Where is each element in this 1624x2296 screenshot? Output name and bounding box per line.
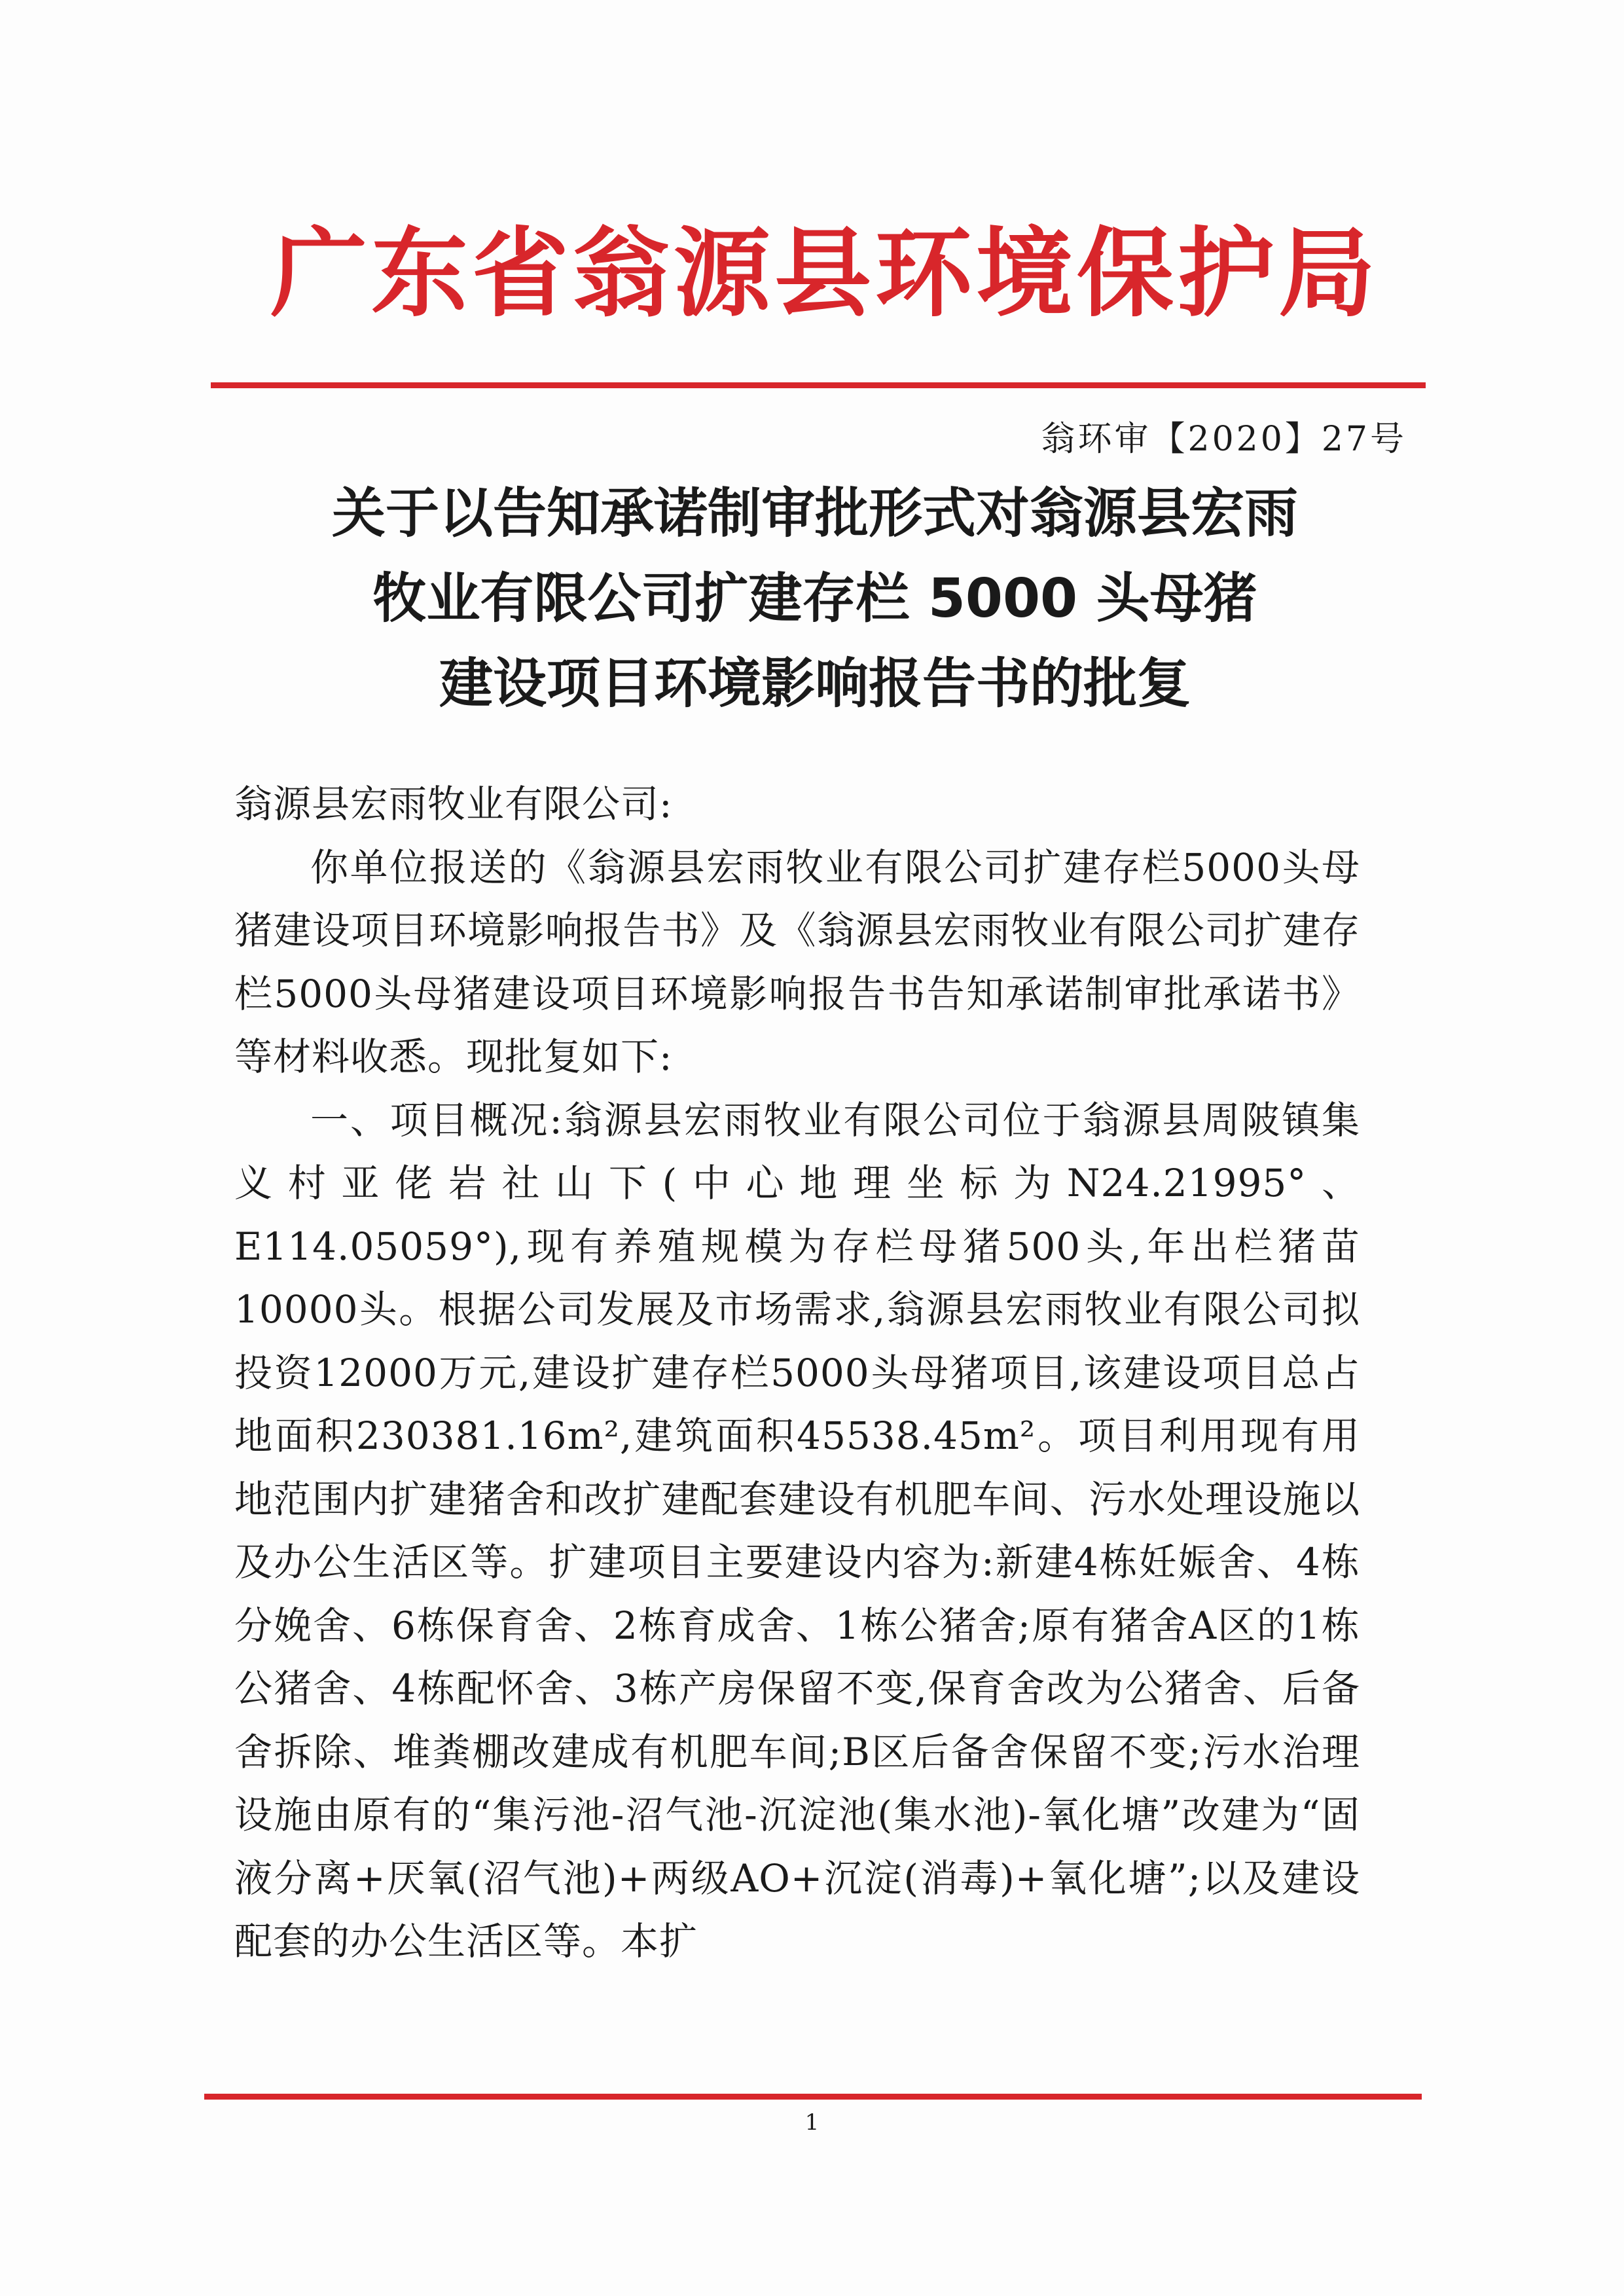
document-title xyxy=(223,471,1407,727)
document-body xyxy=(234,773,1360,1973)
title-line-3: 建设项目环境影响报告书的批复 xyxy=(439,653,1191,715)
title-line-1: 关于以告知承诺制审批形式对翁源县宏雨 xyxy=(331,483,1298,545)
agency-letterhead: 广东省翁源县环境保护局 xyxy=(270,216,1379,330)
page-number: 1 xyxy=(804,2109,820,2136)
body-paragraph-2: 一、项目概况:翁源县宏雨牧业有限公司位于翁源县周陂镇集义村亚佬岩社山下(中心地理坐标为N24.21995°、E114.05059°),现有养殖规模为存栏母猪500头,年出栏猪苗10000头。根据公司发展及市场需求,翁源县宏雨牧业有限公司拟投资12000万元,建设扩建存栏5000头母猪项目,该建设项目总占地面积230381.16m²,建筑面积45538.45m²。项目利用现有用地范围内扩建猪舍和改扩建配套建设有机肥车间、污水处理设施以及办公生活区等。扩建项目主要建设内容为:新建4栋妊娠舍、4栋分娩舍、6栋保育舍、2栋育成舍、1栋公猪舍;原有猪舍A区的1栋公猪舍、4栋配怀舍、3栋产房保留不变,保育舍改为公猪舍、后备舍拆除、堆粪棚改建成有机肥车间;B区后备舍保留不变;污水治理设施由原有的“集污池-沼气池-沉淀池(集水池)-氧化塘”改建为“固液分离+厌氧(沼气池)+两级AO+沉淀(消毒)+氧化塘”;以及建设配套的办公生活区等。本扩 xyxy=(234,1097,1360,1963)
title-line-2: 牧业有限公司扩建存栏 5000 头母猪 xyxy=(372,568,1257,630)
footer-red-rule xyxy=(204,2094,1422,2100)
document-number: 翁环审【2020】27号 xyxy=(1041,420,1407,459)
body-paragraph-1: 你单位报送的《翁源县宏雨牧业有限公司扩建存栏5000头母猪建设项目环境影响报告书》及《翁源县宏雨牧业有限公司扩建存栏5000头母猪建设项目环境影响报告书告知承诺制审批承诺书》等材料收悉。现批复如下: xyxy=(234,845,1360,1079)
salutation: 翁源县宏雨牧业有限公司: xyxy=(234,782,673,826)
header-red-rule xyxy=(211,382,1426,388)
